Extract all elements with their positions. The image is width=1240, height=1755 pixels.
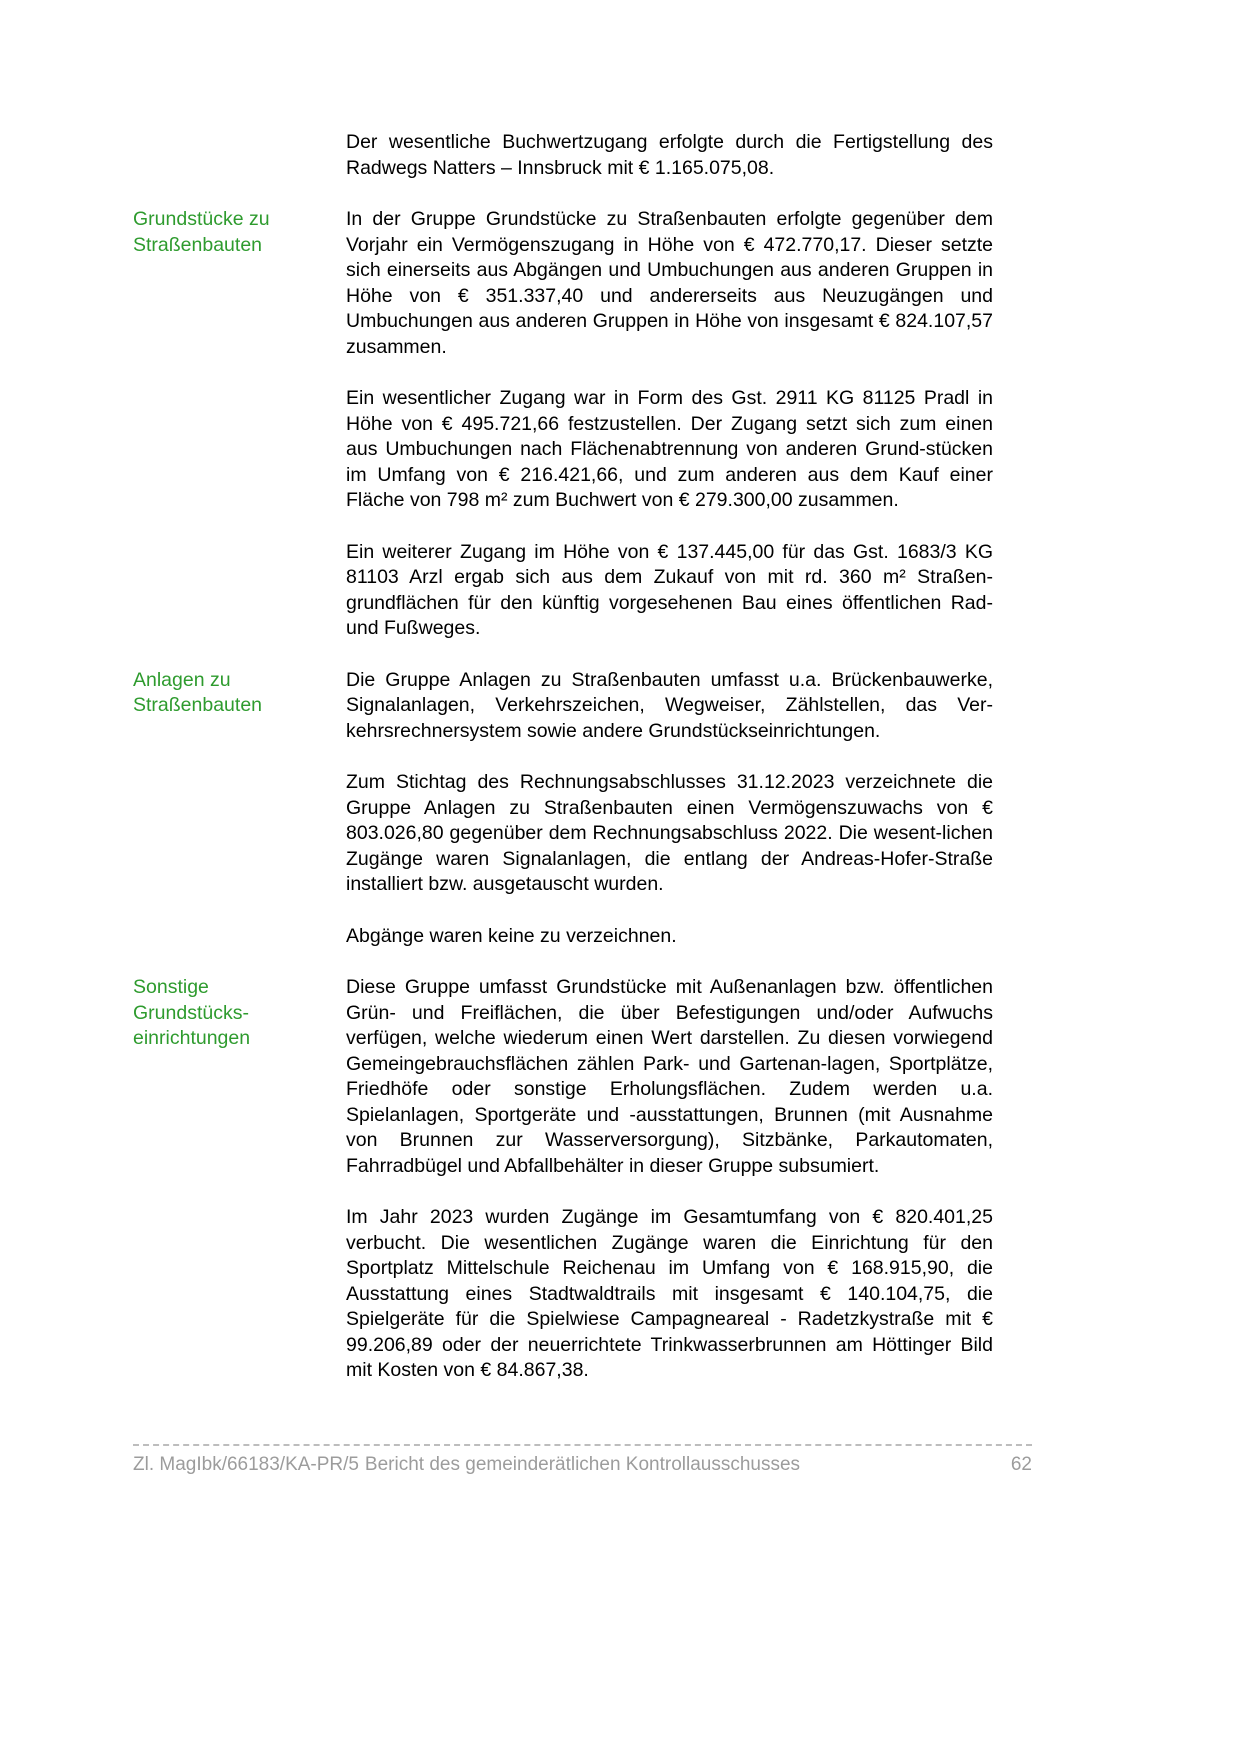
section-anlagen-zu-strassenbauten <box>133 668 993 976</box>
section-grundstuecke-zu-strassenbauten <box>133 207 993 668</box>
paragraph: Zum Stichtag des Rechnungsabschlusses 31.12.2023 verzeichnete die Gruppe Anlagen zu Straßenbauten einen Vermögenszuwachs von € 803.026,80 gegenüber dem Rechnungsabschluss 2022. Die wesent-lichen Zugänge waren Signalanlagen, die entlang der Andreas-Hofer-Straße installiert bzw. ausgetauscht wurden. <box>346 771 993 895</box>
paragraph: Abgänge waren keine zu verzeichnen. <box>346 924 677 947</box>
section-paragraphs <box>346 207 993 668</box>
paragraph: Ein weiterer Zugang im Höhe von € 137.445,00 für das Gst. 1683/3 KG 81103 Arzl ergab sich aus dem Zukauf von mit rd. 360 m² Straßen-grundflächen für den künftig vorgesehenen Bau eines öffentlichen Rad- und Fußweges. <box>346 540 993 639</box>
footer-dashed-rule <box>133 1444 1032 1446</box>
footer-reference-number: Zl. MagIbk/66183/KA-PR/5 <box>133 1454 359 1475</box>
paragraph: Ein wesentlicher Zugang war in Form des Gst. 2911 KG 81125 Pradl in Höhe von € 495.721,66 festzustellen. Der Zugang setzt sich zum einen aus Umbuchungen nach Flächenabtrennung von anderen Grund-stücken im Umfang von € 216.421,66, und zum anderen aus dem Kauf einer Fläche von 798 m² zum Buchwert von € 279.300,00 zusammen. <box>346 387 993 511</box>
paragraph: In der Gruppe Grundstücke zu Straßenbauten erfolgte gegenüber dem Vorjahr ein Vermögenszugang in Höhe von € 472.770,17. Dieser setzte sich einerseits aus Abgängen und Umbuchungen aus anderen Gruppen in Höhe von € 351.337,40 und andererseits aus Neuzugängen und Umbuchungen aus anderen Gruppen in Höhe von insgesamt € 824.107,57 zusammen. <box>346 208 993 358</box>
section-paragraphs <box>346 975 993 1410</box>
section-paragraphs <box>346 130 993 207</box>
side-label-anlagen-zu-strassenbauten: Anlagen zu Straßenbauten <box>133 668 263 716</box>
page-footer <box>133 1444 1032 1477</box>
footer-row <box>133 1453 1032 1477</box>
side-label-sonstige-grundstueckseinrichtungen: Sonstige Grundstücks-einrichtungen <box>133 976 251 1049</box>
section-sonstige-grundstueckseinrichtungen <box>133 975 993 1410</box>
paragraph: Die Gruppe Anlagen zu Straßenbauten umfasst u.a. Brückenbauwerke, Signalanlagen, Verkehrszeichen, Wegweiser, Zählstellen, das Ver-kehrsrechnersystem sowie andere Grundstückseinrichtungen. <box>346 668 993 742</box>
side-label-grundstuecke-zu-strassenbauten: Grundstücke zu Straßenbauten <box>133 208 270 256</box>
section-intro <box>133 130 993 207</box>
section-paragraphs <box>346 668 993 976</box>
footer-page-number: 62 <box>1010 1454 1032 1475</box>
paragraph: Diese Gruppe umfasst Grundstücke mit Außenanlagen bzw. öffentlichen Grün- und Freiflächen, die über Befestigungen und/oder Aufwuchs verfügen, welche wiederum einen Wert darstellen. Zu diesen vorwiegend Gemeingebrauchsflächen zählen Park- und Gartenan-lagen, Sportplätze, Friedhöfe oder sonstige Erholungsflächen. Zudem werden u.a. Spielanlagen, Sportgeräte und -ausstattungen, Brunnen (mit Ausnahme von Brunnen zur Wasserversorgung), Sitzbänke, Parkautomaten, Fahrradbügel und Abfallbehälter in dieser Gruppe subsumiert. <box>346 976 993 1177</box>
paragraph: Der wesentliche Buchwertzugang erfolgte durch die Fertigstellung des Radwegs Natters – Innsbruck mit € 1.165.075,08. <box>346 131 993 179</box>
document-body <box>133 130 993 1410</box>
paragraph: Im Jahr 2023 wurden Zugänge im Gesamtumfang von € 820.401,25 verbucht. Die wesentlichen Zugänge waren die Einrichtung für den Sportplatz Mittelschule Reichenau im Umfang von € 168.915,90, die Ausstattung eines Stadtwaldtrails mit insgesamt € 140.104,75, die Spielgeräte für die Spielwiese Campagneareal - Radetzkystraße mit € 99.206,89 oder der neuerrichtete Trinkwasserbrunnen am Höttinger Bild mit Kosten von € 84.867,38. <box>346 1206 993 1381</box>
footer-document-title: Bericht des gemeinderätlichen Kontrollausschusses <box>364 1454 801 1475</box>
